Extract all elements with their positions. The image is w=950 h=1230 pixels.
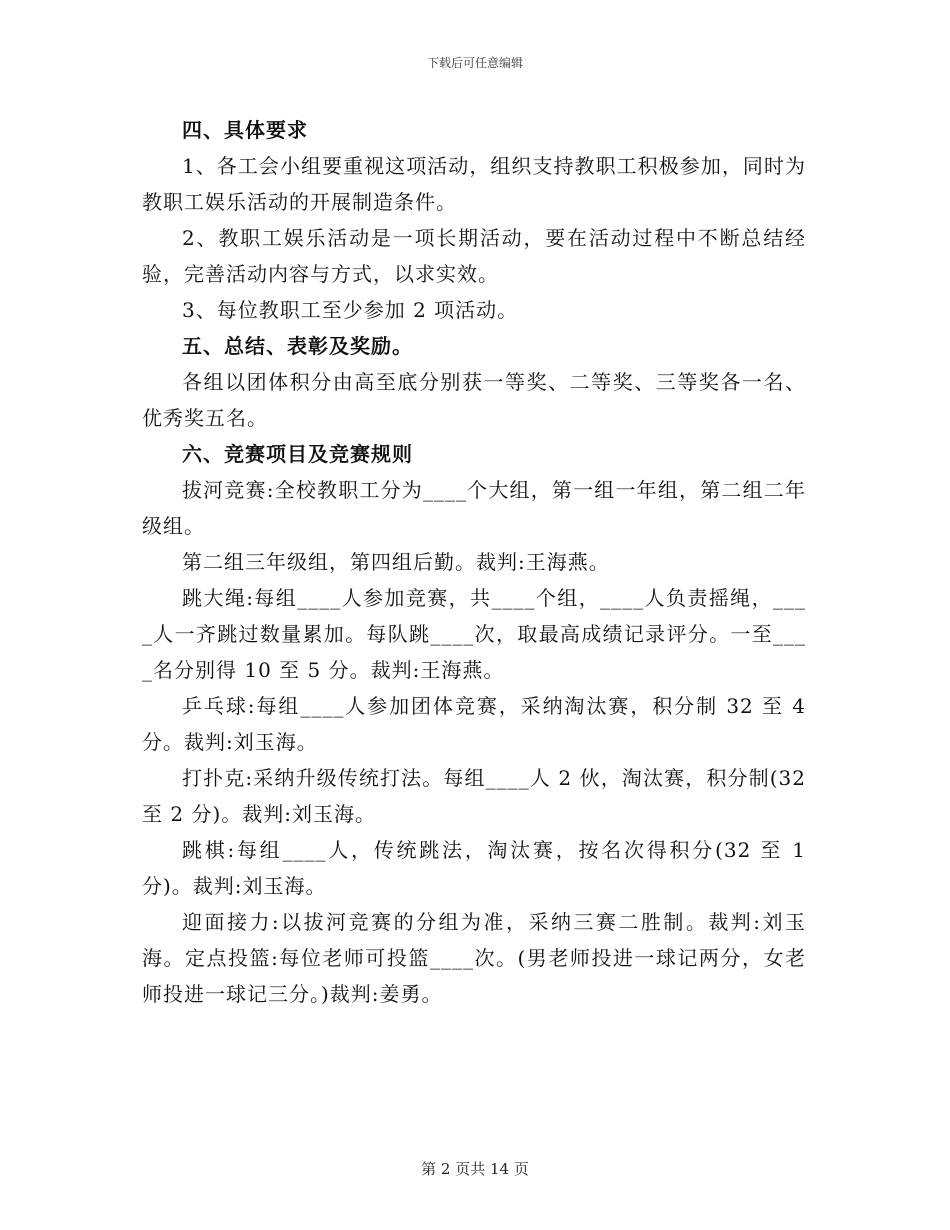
paragraph-poker: 打扑克:采纳升级传统打法。每组____人 2 伙，淘汰赛，积分制(32 至 2 分)。裁判:刘玉海。: [142, 766, 814, 826]
paragraph-checkers: 跳棋:每组____人，传统跳法，淘汰赛，按名次得积分(32 至 1 分)。裁判:刘玉海。: [142, 838, 814, 898]
paragraph-tug-of-war: 拔河竞赛:全校教职工分为____个大组，第一组一年组，第二组二年级组。: [142, 478, 806, 538]
paragraph-tug-of-war-groups: 第二组三年级组，第四组后勤。裁判:王海燕。: [182, 550, 610, 574]
paragraph-requirement-1: 1、各工会小组要重视这项活动，组织支持教职工积极参加，同时为教职工娱乐活动的开展制造条件。: [142, 154, 806, 214]
document-body: [142, 112, 814, 1012]
section-heading-requirements: 四、具体要求: [182, 118, 308, 142]
paragraph-jump-rope: 跳大绳:每组____人参加竞赛，共____个组，____人负责摇绳，____人一齐跳过数量累加。每队跳____次，取最高成绩记录评分。一至____名分别得 10 至 5 分。裁判:王海燕。: [142, 586, 806, 682]
page-header-note: 下载后可任意编辑: [426, 56, 523, 70]
paragraph-requirement-3: 3、每位教职工至少参加 2 项活动。: [182, 298, 519, 322]
paragraph-awards: 各组以团体积分由高至底分别获一等奖、二等奖、三等奖各一名、优秀奖五名。: [142, 370, 806, 430]
section-heading-awards: 五、总结、表彰及奖励。: [182, 334, 413, 358]
paragraph-relay-and-shooting: 迎面接力:以拔河竞赛的分组为准，采纳三赛二胜制。裁判:刘玉海。定点投篮:每位老师可投篮____次。(男老师投进一球记两分，女老师投进一球记三分。)裁判:姜勇。: [142, 910, 806, 1006]
paragraph-requirement-2: 2、教职工娱乐活动是一项长期活动，要在活动过程中不断总结经验，完善活动内容与方式，以求实效。: [142, 226, 806, 286]
section-heading-rules: 六、竞赛项目及竞赛规则: [182, 442, 413, 466]
page-number: 第 2 页共 14 页: [421, 1160, 529, 1178]
paragraph-table-tennis: 乒乓球:每组____人参加团体竞赛，采纳淘汰赛，积分制 32 至 4 分。裁判:刘玉海。: [142, 694, 814, 754]
